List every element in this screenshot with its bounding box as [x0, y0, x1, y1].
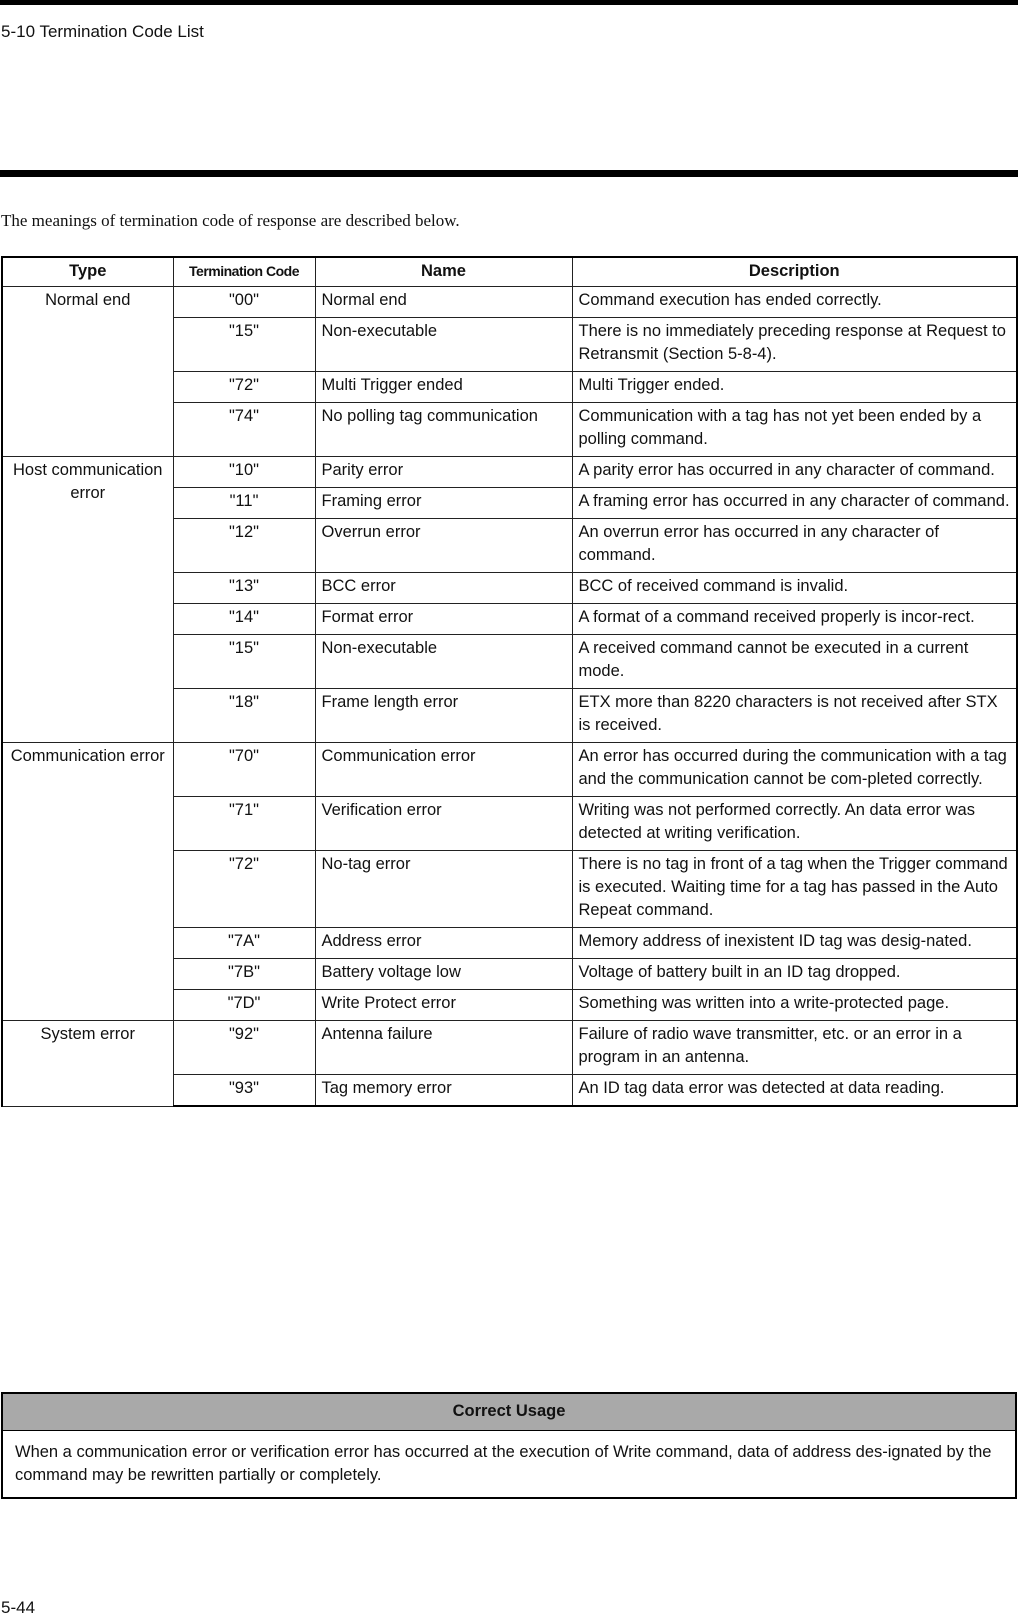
termination-code-table [1, 256, 1018, 1107]
code-cell: "7A" [173, 928, 315, 959]
desc-cell: BCC of received command is invalid. [572, 573, 1017, 604]
top-rule [0, 0, 1018, 5]
desc-cell: A format of a command received properly is incor-rect. [572, 604, 1017, 635]
code-cell: "14" [173, 604, 315, 635]
table-row [2, 287, 1017, 318]
name-cell: Multi Trigger ended [315, 372, 572, 403]
code-cell: "70" [173, 743, 315, 797]
name-cell: BCC error [315, 573, 572, 604]
desc-cell: Something was written into a write-protected page. [572, 990, 1017, 1021]
code-cell: "93" [173, 1075, 315, 1107]
type-cell: Communication error [2, 743, 173, 1021]
column-header-code: Termination Code [173, 257, 315, 287]
name-cell: Verification error [315, 797, 572, 851]
code-cell: "11" [173, 488, 315, 519]
name-cell: Battery voltage low [315, 959, 572, 990]
name-cell: Address error [315, 928, 572, 959]
name-cell: No polling tag communication [315, 403, 572, 457]
desc-cell: ETX more than 8220 characters is not received after STX is received. [572, 689, 1017, 743]
name-cell: Overrun error [315, 519, 572, 573]
table-body [2, 257, 1017, 1106]
table-row [2, 743, 1017, 797]
name-cell: Normal end [315, 287, 572, 318]
name-cell: Non-executable [315, 318, 572, 372]
correct-usage-box [1, 1392, 1017, 1499]
section-rule [0, 170, 1018, 177]
name-cell: No-tag error [315, 851, 572, 928]
intro-text: The meanings of termination code of response are described below. [1, 211, 460, 230]
code-cell: "10" [173, 457, 315, 488]
column-header-type: Type [2, 257, 173, 287]
code-cell: "7D" [173, 990, 315, 1021]
section-title: 5-10 Termination Code List [1, 22, 204, 41]
name-cell: Write Protect error [315, 990, 572, 1021]
type-cell: Normal end [2, 287, 173, 457]
desc-cell: A received command cannot be executed in a current mode. [572, 635, 1017, 689]
name-cell: Tag memory error [315, 1075, 572, 1107]
name-cell: Communication error [315, 743, 572, 797]
desc-cell: A framing error has occurred in any character of command. [572, 488, 1017, 519]
desc-cell: Writing was not performed correctly. An data error was detected at writing verification. [572, 797, 1017, 851]
desc-cell: Command execution has ended correctly. [572, 287, 1017, 318]
desc-cell: Multi Trigger ended. [572, 372, 1017, 403]
name-cell: Format error [315, 604, 572, 635]
code-cell: "72" [173, 372, 315, 403]
desc-cell: There is no tag in front of a tag when the Trigger command is executed. Waiting time for a tag has passed in the Auto Repeat command. [572, 851, 1017, 928]
desc-cell: There is no immediately preceding response at Request to Retransmit (Section 5-8-4). [572, 318, 1017, 372]
column-header-name: Name [315, 257, 572, 287]
code-cell: "18" [173, 689, 315, 743]
code-cell: "15" [173, 635, 315, 689]
code-cell: "92" [173, 1021, 315, 1075]
desc-cell: Communication with a tag has not yet been ended by a polling command. [572, 403, 1017, 457]
code-cell: "7B" [173, 959, 315, 990]
desc-cell: Voltage of battery built in an ID tag dropped. [572, 959, 1017, 990]
desc-cell: Memory address of inexistent ID tag was desig-nated. [572, 928, 1017, 959]
name-cell: Parity error [315, 457, 572, 488]
desc-cell: An ID tag data error was detected at data reading. [572, 1075, 1017, 1107]
name-cell: Antenna failure [315, 1021, 572, 1075]
code-cell: "72" [173, 851, 315, 928]
code-cell: "15" [173, 318, 315, 372]
correct-usage-text: When a communication error or verification error has occurred at the execution of Write command, data of address des-ignated by the command may be rewritten partially or completely. [15, 1443, 992, 1484]
table-row [2, 457, 1017, 488]
type-cell: System error [2, 1021, 173, 1107]
type-cell: Host communication error [2, 457, 173, 743]
desc-cell: Failure of radio wave transmitter, etc. or an error in a program in an antenna. [572, 1021, 1017, 1075]
code-cell: "71" [173, 797, 315, 851]
correct-usage-title: Correct Usage [3, 1394, 1015, 1431]
name-cell: Framing error [315, 488, 572, 519]
code-cell: "00" [173, 287, 315, 318]
code-cell: "13" [173, 573, 315, 604]
name-cell: Frame length error [315, 689, 572, 743]
column-header-description: Description [572, 257, 1017, 287]
code-cell: "12" [173, 519, 315, 573]
table-header-row [2, 257, 1017, 287]
code-cell: "74" [173, 403, 315, 457]
desc-cell: An overrun error has occurred in any character of command. [572, 519, 1017, 573]
table-row [2, 1021, 1017, 1075]
name-cell: Non-executable [315, 635, 572, 689]
desc-cell: An error has occurred during the communication with a tag and the communication cannot be com-pleted correctly. [572, 743, 1017, 797]
desc-cell: A parity error has occurred in any character of command. [572, 457, 1017, 488]
page-number: 5-44 [1, 1598, 36, 1617]
